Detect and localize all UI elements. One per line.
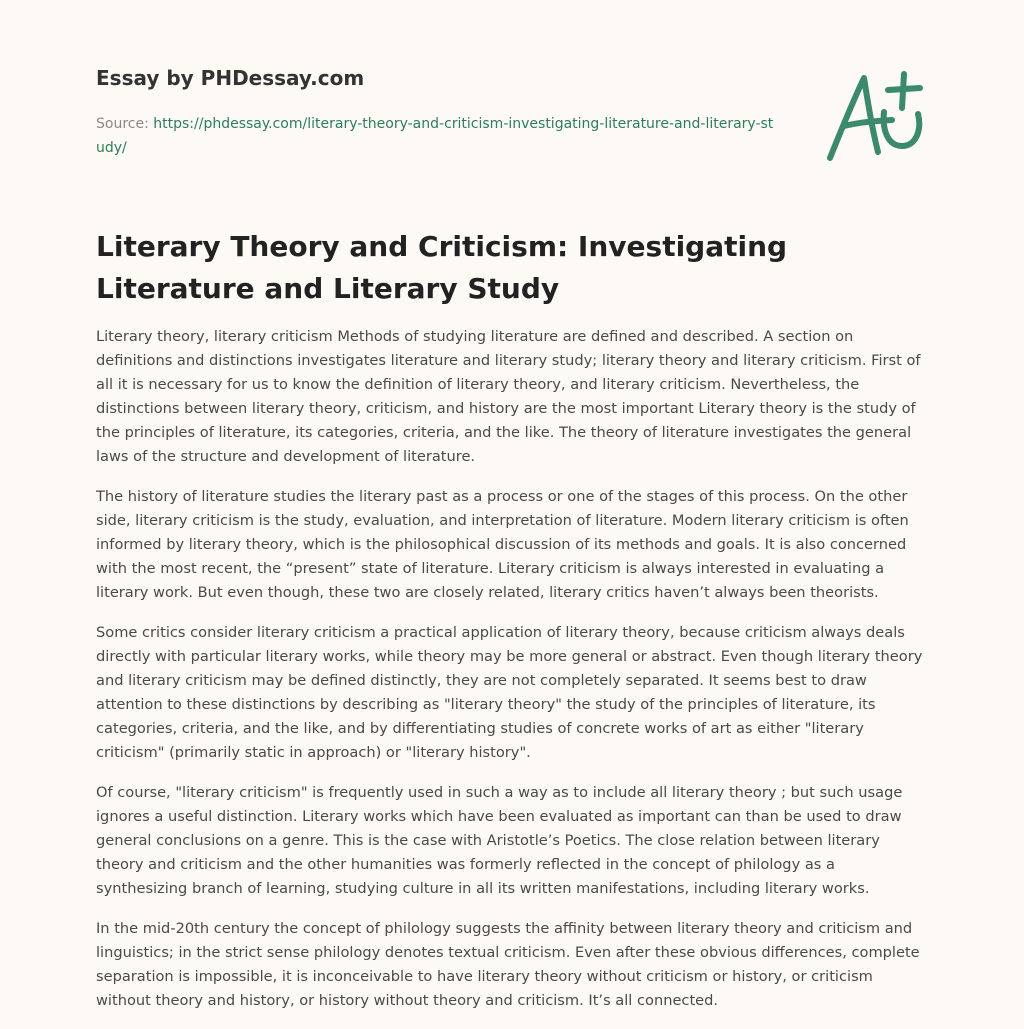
essay-body [96,325,930,1029]
source-line [96,112,776,160]
a-plus-grade-icon [822,68,932,164]
site-brand: Essay by PHDessay.com [96,66,365,90]
paragraph: In the mid-20th century the concept of philology suggests the affinity between literary theory and criticism and linguistics; in the strict sense philology denotes textual criticism. Even after these obvious differences, complete separation is impossible, it is inconceivable to have literary theory without criticism or history, or criticism without theory and history, or history without theory and criticism. It’s all connected. [96,920,920,1009]
paragraph: The history of literature studies the literary past as a process or one of the stages of this process. On the other side, literary criticism is the study, evaluation, and interpretation of literature. Modern literary criticism is often informed by literary theory, which is the philosophical discussion of its methods and goals. It is also concerned with the most recent, the “present” state of literature. Literary criticism is always interested in evaluating a literary work. But even though, these two are closely related, literary critics haven’t always been theorists. [96,488,909,601]
paragraph: Literary theory, literary criticism Methods of studying literature are defined and described. A section on definitions and distinctions investigates literature and literary study; literary theory and literary criticism. First of all it is necessary for us to know the definition of literary theory, and literary criticism. Nevertheless, the distinctions between literary theory, criticism, and history are the most important Literary theory is the study of the principles of literature, its categories, criteria, and the like. The theory of literature investigates the general laws of the structure and development of literature. [96,328,921,465]
paragraph: Of course, "literary criticism" is frequently used in such a way as to include all literary theory ; but such usage ignores a useful distinction. Literary works which have been evaluated as important can than be used to draw general conclusions on a genre. This is the case with Aristotle’s Poetics. The close relation between literary theory and criticism and the other humanities was formerly reflected in the concept of philology as a synthesizing branch of learning, studying culture in all its written manifestations, including literary works. [96,784,903,897]
source-label: Source: [96,116,154,132]
source-link[interactable]: https://phdessay.com/literary-theory-and-criticism-investigating-literature-and-literary-study/ [96,116,774,156]
paragraph: Some critics consider literary criticism a practical application of literary theory, because criticism always deals directly with particular literary works, while theory may be more general or abstract. Even though literary theory and literary criticism may be defined distinctly, they are not completely separated. It seems best to draw attention to these distinctions by describing as "literary theory" the study of the principles of literature, its categories, criteria, and the like, and by differentiating studies of concrete works of art as either "literary criticism" (primarily static in approach) or "literary history". [96,624,923,761]
essay-title: Literary Theory and Criticism: Investigating Literature and Literary Study [96,230,788,305]
